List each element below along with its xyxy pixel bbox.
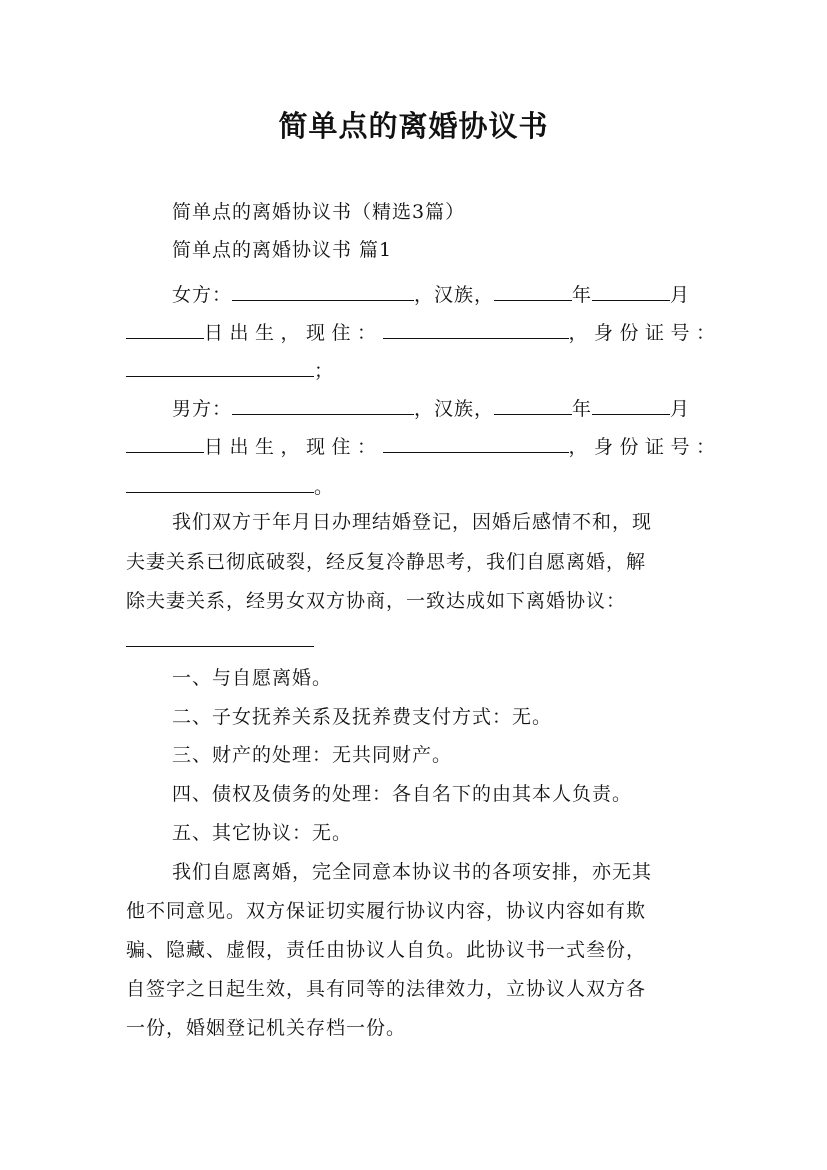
closing-line: 他不同意见。双方保证切实履行协议内容，协议内容如有欺 xyxy=(126,900,647,922)
intro-line: 除夫妻关系，经男女双方协商，一致达成如下离婚协议： xyxy=(126,590,627,612)
male-id-label: ，身份证号： xyxy=(568,436,722,458)
closing-line: 我们自愿离婚，完全同意本协议书的各项安排，亦无其 xyxy=(172,861,653,883)
agreement-item: 五、其它协议：无。 xyxy=(172,822,353,844)
female-month-blank[interactable] xyxy=(592,280,670,301)
female-month-label: 月 xyxy=(670,284,691,306)
male-year-blank[interactable] xyxy=(494,394,572,415)
female-year-blank[interactable] xyxy=(494,280,572,301)
male-line-3 xyxy=(126,472,334,499)
female-address-blank[interactable] xyxy=(383,318,569,339)
intro-signature-line xyxy=(126,626,314,653)
female-line-3 xyxy=(126,356,334,383)
female-day-blank[interactable] xyxy=(126,318,204,339)
male-end: 。 xyxy=(314,476,335,498)
intro-line: 夫妻关系已彻底破裂，经反复冷静思考，我们自愿离婚，解 xyxy=(126,551,647,573)
agreement-item: 二、子女抚养关系及抚养费支付方式：无。 xyxy=(172,706,553,728)
section-heading: 简单点的离婚协议书 篇1 xyxy=(172,239,393,261)
male-born: 日出生，现住： xyxy=(204,436,383,458)
closing-line: 一份，婚姻登记机关存档一份。 xyxy=(126,1017,407,1039)
female-label: 女方： xyxy=(172,284,233,306)
male-ethnicity: ，汉族， xyxy=(414,398,495,420)
male-line-1 xyxy=(172,394,690,421)
female-id-blank[interactable] xyxy=(126,356,314,377)
agreement-item: 四、债权及债务的处理：各自名下的由其本人负责。 xyxy=(172,783,633,805)
male-id-blank[interactable] xyxy=(126,472,314,493)
female-end: ； xyxy=(314,360,335,382)
male-line-2 xyxy=(126,432,722,459)
female-ethnicity: ，汉族， xyxy=(414,284,495,306)
page-title: 简单点的离婚协议书 xyxy=(278,109,549,143)
male-day-blank[interactable] xyxy=(126,432,204,453)
male-label: 男方： xyxy=(172,398,233,420)
female-line-2 xyxy=(126,318,722,345)
male-month-blank[interactable] xyxy=(592,394,670,415)
agreement-item: 一、与自愿离婚。 xyxy=(172,667,333,689)
male-year-label: 年 xyxy=(572,398,593,420)
female-id-label: ，身份证号： xyxy=(568,322,722,344)
agreement-item: 三、财产的处理：无共同财产。 xyxy=(172,744,453,766)
closing-line: 自签字之日起生效，具有同等的法律效力，立协议人双方各 xyxy=(126,978,647,1000)
female-year-label: 年 xyxy=(572,284,593,306)
male-address-blank[interactable] xyxy=(383,432,569,453)
intro-line: 我们双方于年月日办理结婚登记，因婚后感情不和，现 xyxy=(172,511,653,533)
female-name-blank[interactable] xyxy=(232,280,414,301)
agreement-blank[interactable] xyxy=(126,626,314,647)
female-born: 日出生，现住： xyxy=(204,322,383,344)
document-subtitle: 简单点的离婚协议书（精选3篇） xyxy=(172,201,466,223)
male-name-blank[interactable] xyxy=(232,394,414,415)
male-month-label: 月 xyxy=(670,398,691,420)
closing-line: 骗、隐藏、虚假，责任由协议人自负。此协议书一式叁份， xyxy=(126,939,647,961)
female-line-1 xyxy=(172,280,690,307)
